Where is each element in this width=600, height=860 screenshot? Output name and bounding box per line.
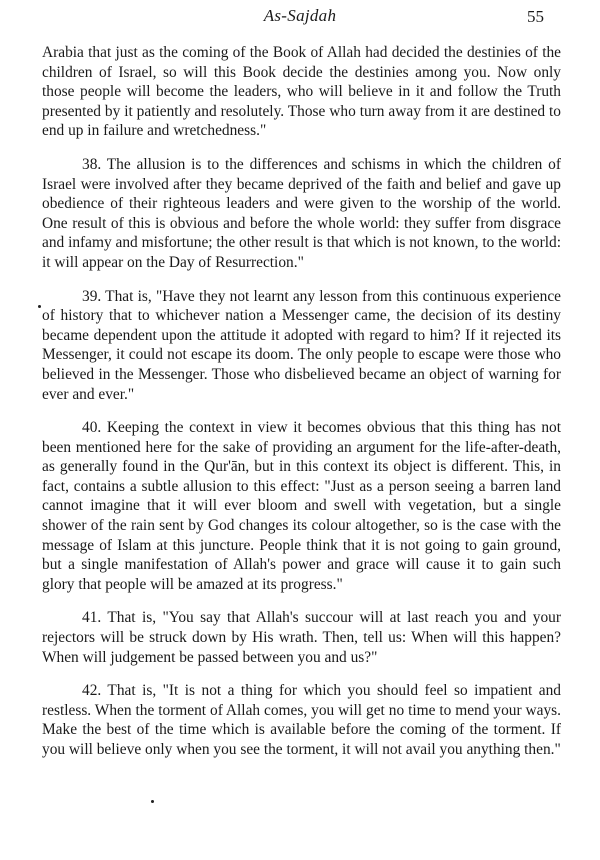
note-42: 42. That is, "It is not a thing for which you should feel so impatient and restless. When the torment of Allah comes, you will get no time to mend your ways. Make the best of the time which is available before the coming of the torment. If you will believe only when you see the torment, it will not avail you anything then." [42, 682, 561, 758]
note-40: 40. Keeping the context in view it becomes obvious that this thing has not been mentioned here for the sake of providing an argument for the life-after-death, as generally found in the Qur'ān, but in this context its object is different. This, in fact, contains a subtle allusion to this effect: "Just as a person seeing a barren land cannot imagine that it will ever bloom and swell with vegetation, but a single shower of the rain sent by God changes its colour altogether, so is the case with the message of Islam at this juncture. People think that it is not going to gain ground, but a single manifestation of Allah's power and grace will cause it to gain such glory that people will be amazed at its progress." [42, 419, 561, 593]
note-38: 38. The allusion is to the differences and schisms in which the children of Israel were involved after they became deprived of the faith and belief and gave up obedience of their righteous leaders and were given to the worship of the world. One result of this is obvious and before the whole world: they suffer from disgrace and infamy and misfortune; the other result is that which is not known, to the world: it will appear on the Day of Resurrection." [42, 155, 561, 271]
note-41: 41. That is, "You say that Allah's succour will at last reach you and your rejectors will be struck down by His wrath. Then, tell us: When will this happen? When will judgement be passed between you and us?" [42, 609, 561, 666]
note-39: 39. That is, "Have they not learnt any lesson from this continuous experience of history that to whichever nation a Messenger came, the decision of its destiny became dependent upon the attitude it adopted with regard to him? If it rejected its Messenger, it could not escape its doom. The only people to escape were those who believed in the Messenger. Those who disbelieved became an object of warning for ever and ever." [42, 287, 561, 403]
ink-speck [38, 305, 41, 308]
page-number: 55 [527, 7, 544, 26]
running-header [0, 6, 600, 30]
running-title: As-Sajdah [263, 6, 337, 25]
ink-speck [151, 800, 154, 803]
body-text [42, 43, 561, 774]
paragraph-continued: Arabia that just as the coming of the Book of Allah had decided the destinies of the children of Israel, so will this Book decide the destinies among you. Now only those people will become the leaders, who will believe in it and follow the Truth presented by it patiently and resolutely. Those who turn away from it are destined to end up in failure and wretchedness." [42, 44, 561, 140]
